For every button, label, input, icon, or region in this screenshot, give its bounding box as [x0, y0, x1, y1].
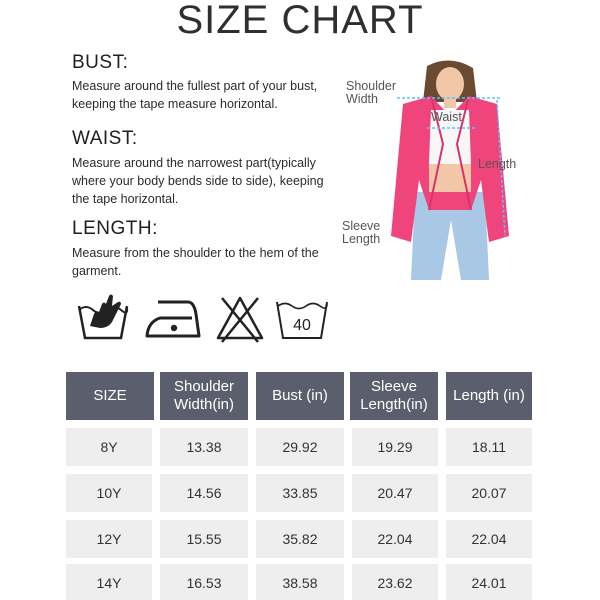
- cell-size: 14Y: [66, 564, 152, 600]
- callout-length: Length: [478, 157, 517, 171]
- page-title: SIZE CHART: [176, 0, 424, 42]
- cell-sleeve-length: 20.47: [352, 474, 438, 512]
- waist-guide: [72, 128, 342, 208]
- cell-length: 18.11: [446, 428, 532, 466]
- wash-temp-label: 40: [293, 317, 311, 334]
- length-heading: LENGTH:: [72, 218, 158, 239]
- cell-bust: 38.58: [256, 564, 344, 600]
- header-size-label: SIZE: [93, 387, 127, 404]
- header-shoulder-line2: Width(in): [173, 396, 234, 413]
- care-icons: [76, 292, 336, 348]
- header-sleeve-line2: Length(in): [360, 396, 428, 413]
- cell-shoulder-width: 13.38: [160, 428, 248, 466]
- header-sleeve-line1: Sleeve: [371, 378, 417, 395]
- length-description: Measure from the shoulder to the hem of the garment.: [72, 246, 319, 278]
- cell-bust: 35.82: [256, 520, 344, 558]
- cell-shoulder-width: 14.56: [160, 474, 248, 512]
- header-bust-label: Bust (in): [272, 387, 328, 404]
- header-sleeve-length: [350, 372, 438, 420]
- callout-shoulder-line2: Width: [346, 92, 378, 106]
- cell-size: 10Y: [66, 474, 152, 512]
- callout-waist: Waist: [431, 110, 462, 124]
- cell-length: 22.04: [446, 520, 532, 558]
- cell-shoulder-width: 16.53: [160, 564, 248, 600]
- cell-sleeve-length: 23.62: [352, 564, 438, 600]
- cell-bust: 33.85: [256, 474, 344, 512]
- callout-shoulder-width: [346, 80, 396, 106]
- hand-wash-icon: [76, 292, 130, 344]
- callout-shoulder-line1: Shoulder: [346, 79, 397, 93]
- cell-size: 12Y: [66, 520, 152, 558]
- header-bust: [256, 372, 344, 420]
- header-length-label: Length (in): [453, 387, 525, 404]
- callout-sleeve-length: [342, 220, 380, 246]
- cell-sleeve-length: 22.04: [352, 520, 438, 558]
- length-guide: [72, 218, 342, 280]
- cell-length: 20.07: [446, 474, 532, 512]
- wash-40-icon: [274, 292, 330, 344]
- waist-description: Measure around the narrowest part(typically where your body bends side to side), keeping the tape horizontal.: [72, 156, 324, 206]
- cell-shoulder-width: 15.55: [160, 520, 248, 558]
- cell-size: 8Y: [66, 428, 152, 466]
- header-shoulder-width: [160, 372, 248, 420]
- header-length: [446, 372, 532, 420]
- do-not-bleach-icon: [214, 292, 266, 344]
- cell-sleeve-length: 19.29: [352, 428, 438, 466]
- bust-heading: BUST:: [72, 52, 129, 73]
- callout-sleeve-line1: Sleeve: [342, 219, 381, 233]
- header-size: [66, 372, 154, 420]
- cell-bust: 29.92: [256, 428, 344, 466]
- cell-length: 24.01: [446, 564, 532, 600]
- waist-heading: WAIST:: [72, 128, 138, 149]
- bust-guide: [72, 52, 342, 113]
- callout-sleeve-line2: Length: [342, 232, 381, 246]
- bust-description: Measure around the fullest part of your bust, keeping the tape measure horizontal.: [72, 79, 318, 111]
- iron-low-heat-icon: [144, 292, 202, 344]
- header-shoulder-line1: Shoulder: [173, 378, 235, 395]
